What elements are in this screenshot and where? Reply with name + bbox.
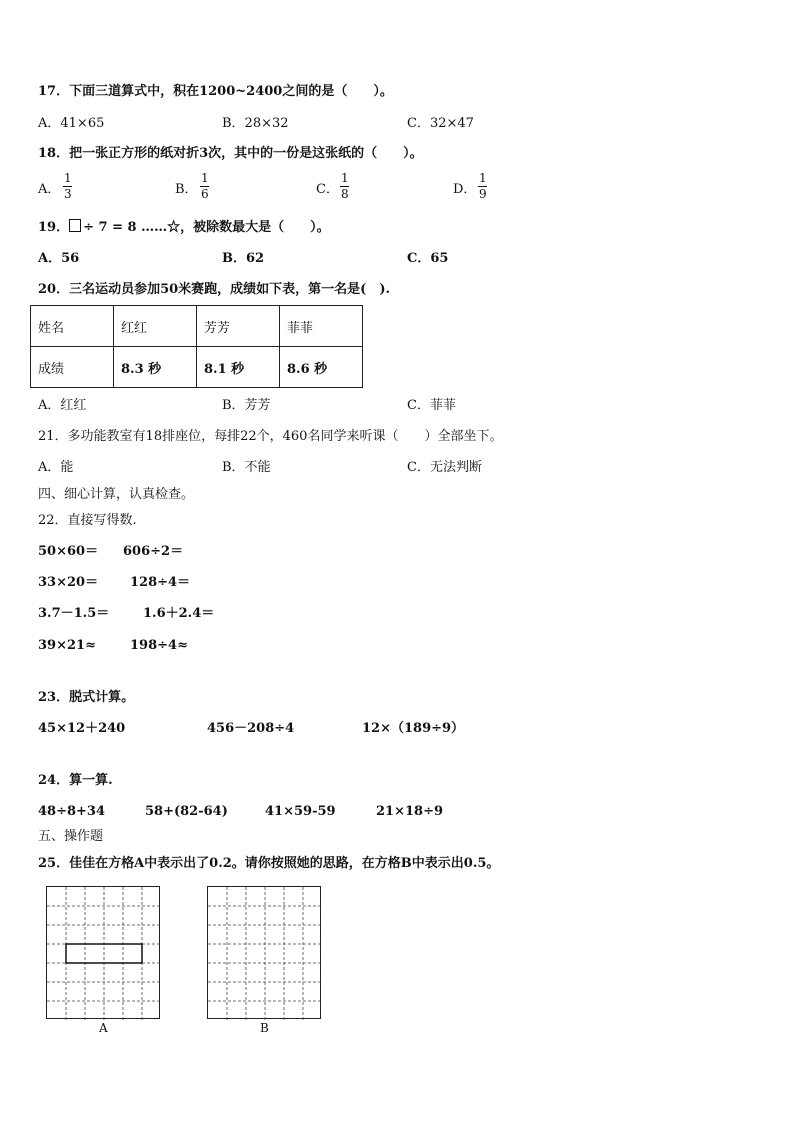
q19-number: 19．	[38, 220, 70, 235]
table-row	[31, 306, 363, 347]
grid-b[interactable]	[207, 886, 321, 1019]
table-cell: 成绩	[31, 347, 114, 388]
q17-option-b[interactable]: B．28×32	[222, 116, 289, 131]
results-table	[30, 305, 363, 388]
q24-item: 21×18÷9	[376, 804, 444, 819]
q22-item: 1.6＋2.4＝	[143, 606, 215, 621]
section-heading-4: 四、细心计算，认真检查。	[38, 487, 195, 502]
table-cell: 姓名	[31, 306, 114, 347]
q22-item: 606÷2＝	[123, 544, 184, 559]
q19-stem	[38, 219, 330, 236]
table-cell: 8.1 秒	[197, 347, 280, 388]
fraction-denominator: 3	[64, 187, 72, 201]
q18-option-b-letter[interactable]: B．	[175, 182, 198, 197]
grid-a	[46, 886, 160, 1019]
q22-item: 3.7－1.5＝	[38, 606, 110, 621]
q19-option-a[interactable]: A．56	[38, 251, 80, 266]
table-cell: 8.3 秒	[114, 347, 197, 388]
q22-item: 128÷4＝	[130, 575, 191, 590]
fraction-numerator: 1	[479, 171, 487, 185]
table-row	[31, 347, 363, 388]
q18-option-c-letter[interactable]: C．	[316, 182, 339, 197]
q18-stem: 18．把一张正方形的纸对折3次，其中的一份是这张纸的（ ）。	[38, 146, 423, 161]
q20-stem: 20．三名运动员参加50米赛跑，成绩如下表，第一名是( ).	[38, 282, 391, 297]
q19-text: ÷ 7 = 8 ……☆，被除数最大是（ ）。	[83, 220, 330, 235]
fraction-denominator: 6	[201, 187, 209, 201]
fraction-numerator: 1	[341, 171, 349, 185]
q21-stem: 21．多功能教室有18排座位，每排22个，460名同学来听课（ ）全部坐下。	[38, 429, 503, 444]
grid-a-lines	[47, 887, 161, 1020]
q22-item: 39×21≈	[38, 638, 96, 653]
q24-item: 48÷8+34	[38, 804, 106, 819]
q18-option-b-fraction	[200, 172, 210, 201]
q18-option-d-letter[interactable]: D．	[453, 182, 477, 197]
q22-stem: 22．直接写得数.	[38, 513, 137, 528]
table-cell: 红红	[114, 306, 197, 347]
q22-item: 198÷4≈	[130, 638, 188, 653]
q18-option-c-fraction	[340, 172, 350, 201]
q23-item: 12×（189÷9）	[362, 721, 465, 736]
fraction-numerator: 1	[201, 171, 209, 185]
fraction-denominator: 9	[479, 187, 487, 201]
q21-option-a[interactable]: A．能	[38, 460, 74, 475]
table-cell: 芳芳	[197, 306, 280, 347]
fraction-numerator: 1	[64, 171, 72, 185]
q19-option-b[interactable]: B．62	[222, 251, 265, 266]
q18-option-a-fraction	[63, 172, 73, 201]
fraction-denominator: 8	[341, 187, 349, 201]
q25-stem: 25．佳佳在方格A中表示出了0.2。请你按照她的思路，在方格B中表示出0.5。	[38, 856, 500, 871]
q20-option-c[interactable]: C．菲菲	[407, 398, 456, 413]
q20-option-a[interactable]: A．红红	[38, 398, 87, 413]
q21-option-b[interactable]: B．不能	[222, 460, 271, 475]
q23-stem: 23．脱式计算。	[38, 690, 135, 705]
q17-stem: 17．下面三道算式中，积在1200~2400之间的是（ ）。	[38, 84, 393, 99]
table-cell: 菲菲	[280, 306, 363, 347]
q19-option-c[interactable]: C．65	[407, 251, 449, 266]
q23-item: 45×12＋240	[38, 721, 126, 736]
q18-option-d-fraction	[478, 172, 488, 201]
section-heading-5: 五、操作题	[38, 829, 104, 844]
q20-option-b[interactable]: B．芳芳	[222, 398, 271, 413]
q24-stem: 24．算一算.	[38, 773, 113, 788]
q17-option-c[interactable]: C．32×47	[407, 116, 474, 131]
q24-item: 58+(82-64)	[145, 804, 228, 819]
blank-box-icon	[69, 219, 81, 232]
grid-a-label: A	[99, 1021, 108, 1035]
q22-item: 50×60＝	[38, 544, 99, 559]
q18-option-a-letter[interactable]: A．	[38, 182, 61, 197]
q21-option-c[interactable]: C．无法判断	[407, 460, 482, 475]
table-cell: 8.6 秒	[280, 347, 363, 388]
q23-item: 456－208÷4	[207, 721, 295, 736]
grid-b-label: B	[260, 1021, 269, 1035]
q24-item: 41×59-59	[265, 804, 336, 819]
q22-item: 33×20＝	[38, 575, 99, 590]
q17-option-a[interactable]: A．41×65	[38, 116, 105, 131]
grid-b-lines	[208, 887, 322, 1020]
